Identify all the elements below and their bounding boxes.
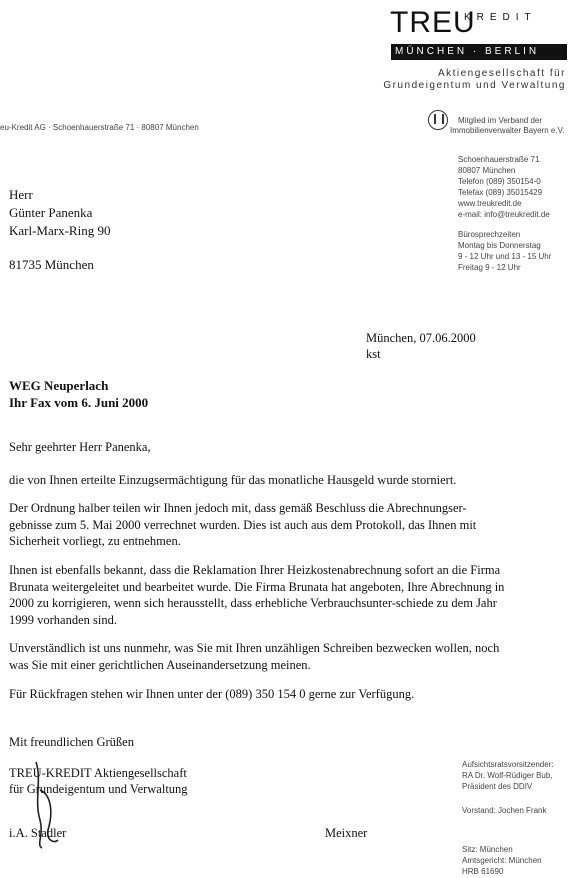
contact-phone: Telefon (089) 350154-0 bbox=[458, 177, 541, 186]
association-logo-icon bbox=[428, 110, 448, 130]
signer-right: Meixner bbox=[325, 826, 368, 840]
office-hours-title: Bürosprechzeiten bbox=[458, 230, 521, 239]
recipient-name: Günter Panenka bbox=[9, 205, 93, 220]
board-line-6: Amtsgericht: München bbox=[462, 856, 542, 865]
membership-line-2: Immobilienverwalter Bayern e.V. bbox=[450, 126, 565, 135]
brand-cities-bar bbox=[391, 44, 567, 60]
board-line-5: Sitz: München bbox=[462, 845, 513, 854]
company-line-1: TREU-KREDIT Aktiengesellschaft bbox=[9, 766, 187, 780]
reference-code: kst bbox=[366, 347, 381, 361]
tagline-line-1: Aktiengesellschaft für bbox=[437, 68, 566, 79]
brand-logo: TREU bbox=[390, 6, 476, 39]
closing: Mit freundlichen Grüßen bbox=[9, 735, 134, 749]
sender-return-address: eu-Kredit AG · Schoenhauerstraße 71 · 80807 München bbox=[0, 123, 199, 132]
contact-city: 80807 München bbox=[458, 166, 516, 175]
brand-suffix: KREDIT bbox=[464, 12, 537, 23]
recipient-salutation: Herr bbox=[9, 187, 33, 202]
office-hours-3: Freitag 9 - 12 Uhr bbox=[458, 263, 521, 272]
subject-line-1: WEG Neuperlach bbox=[9, 378, 109, 393]
recipient-street: Karl-Marx-Ring 90 bbox=[9, 223, 111, 238]
board-line-7: HRB 61690 bbox=[462, 867, 504, 876]
office-hours-1: Montag bis Donnerstag bbox=[458, 241, 541, 250]
company-line-2: für Grundeigentum und Verwaltung bbox=[9, 782, 188, 796]
board-line-2: RA Dr. Wolf-Rüdiger Bub, bbox=[462, 771, 553, 780]
paragraph-1: die von Ihnen erteilte Einzugsermächtigung für das monatliche Hausgeld wurde storniert. bbox=[9, 473, 457, 487]
recipient-city: 81735 München bbox=[9, 257, 94, 272]
office-hours-2: 9 - 12 Uhr und 13 - 15 Uhr bbox=[458, 252, 552, 261]
paragraph-5: Für Rückfragen stehen wir Ihnen unter der (089) 350 154 0 gerne zur Verfügung. bbox=[9, 687, 415, 701]
tagline-line-2: Grundeigentum und Verwaltung bbox=[383, 80, 566, 91]
contact-web: www.treukredit.de bbox=[458, 199, 522, 208]
board-line-1: Aufsichtsratsvorsitzender: bbox=[462, 760, 554, 769]
paragraph-2: Der Ordnung halber teilen wir Ihnen jedoch mit, dass gemäß Beschluss die Abrechnungser-gebnisse zum 5. Mai 2000 verrechnet wurden. Dies ist auch aus dem Protokoll, das Ihnen mit Sicherheit vorliegt, zu entnehmen. bbox=[9, 501, 477, 548]
date-line: München, 07.06.2000 bbox=[366, 331, 476, 345]
contact-street: Schoenhauerstraße 71 bbox=[458, 155, 540, 164]
signer-left: i.A. Stadler bbox=[9, 826, 67, 840]
contact-email: e-mail: info@treukredit.de bbox=[458, 210, 550, 219]
paragraph-3: Ihnen ist ebenfalls bekannt, dass die Reklamation Ihrer Heizkostenabrechnung sofort an die Firma Brunata weitergeleitet und bearbeitet wurde. Die Firma Brunata hat angeboten, Ihre Abrechnung in 2000 zu korrigieren, wenn sich herausstellt, dass erhebliche Verbrauchsunter-schiede zu dem Jahr 1999 vorhanden sind. bbox=[9, 563, 505, 627]
board-line-3: Präsident des DDIV bbox=[462, 782, 533, 791]
brand-cities: MÜNCHEN · BERLIN bbox=[395, 46, 540, 57]
subject-line-2: Ihr Fax vom 6. Juni 2000 bbox=[9, 395, 149, 410]
contact-fax: Telefax (089) 35015429 bbox=[458, 188, 543, 197]
greeting: Sehr geehrter Herr Panenka, bbox=[9, 440, 151, 454]
board-line-4: Vorstand: Jochen Frank bbox=[462, 806, 547, 815]
membership-line-1: Mitglied im Verband der bbox=[458, 116, 543, 125]
paragraph-4: Unverständlich ist uns nunmehr, was Sie mit Ihren unzähligen Schreiben bezwecken wollen, noch was Sie mit einer gerichtlichen Auseinandersetzung meinen. bbox=[9, 641, 500, 672]
